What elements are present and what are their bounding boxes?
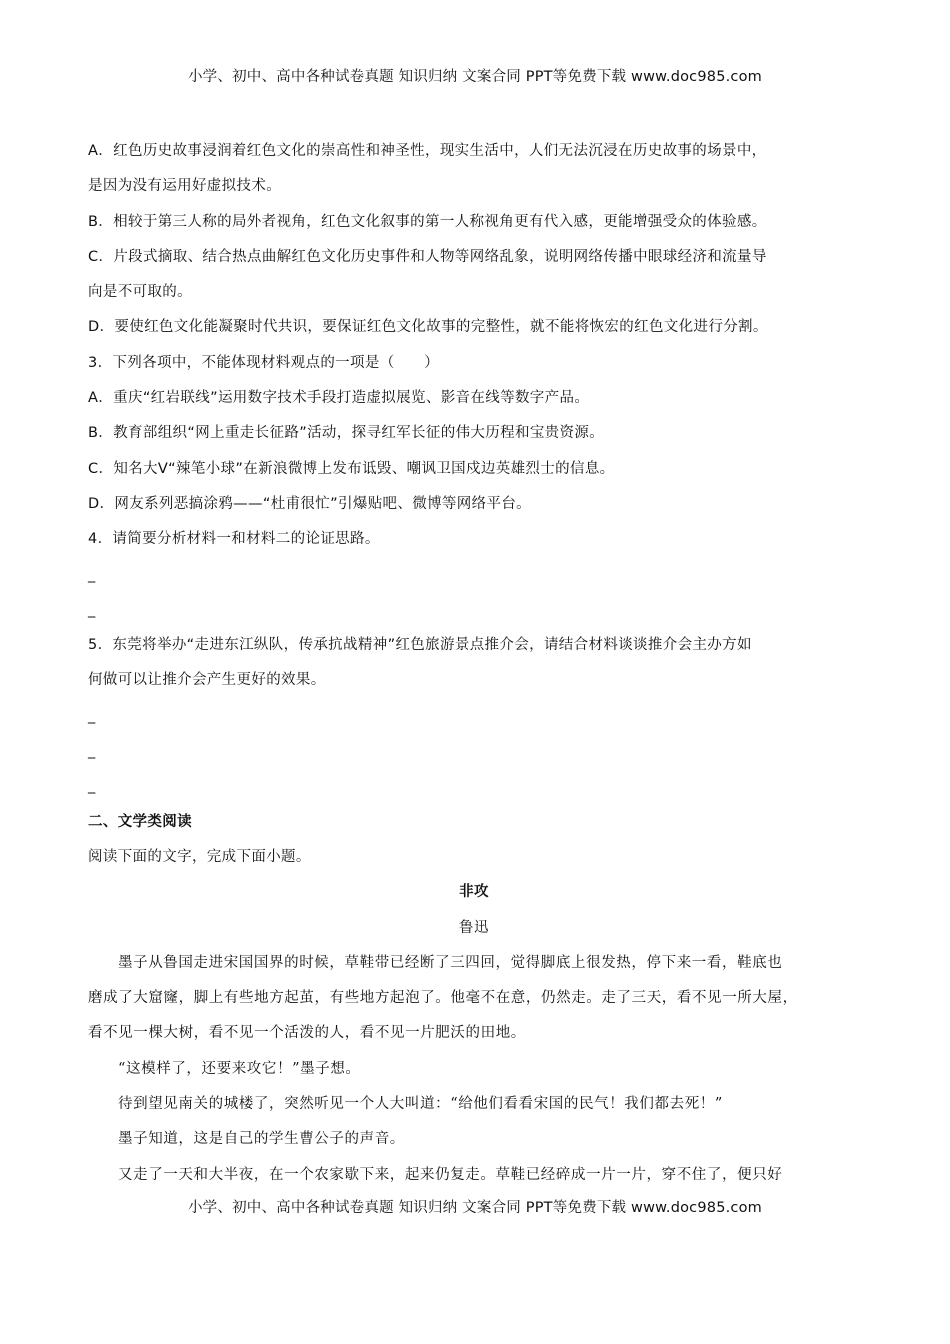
paragraph-1-line-1: 墨子从鲁国走进宋国国界的时候，草鞋带已经断了三四回，觉得脚底上很发热，停下来一看，鞋底也 <box>118 954 783 971</box>
question-5-line-1: 5．东莞将举办“走进东江纵队，传承抗战精神”红色旅游景点推介会，请结合材料谈谈推介会主办方如 <box>88 637 752 654</box>
q3-option-d: D．网友系列恶搞涂鸦——“杜甫很忙”引爆贴吧、微博等网络平台。 <box>88 495 532 512</box>
paragraph-1-line-2: 磨成了大窟窿，脚上有些地方起茧，有些地方起泡了。他毫不在意，仍然走。走了三天，看不见一所大屋， <box>88 990 798 1007</box>
section-heading: 二、文学类阅读 <box>88 813 192 830</box>
answer-blank-line: _ <box>88 743 96 760</box>
answer-blank-line: _ <box>88 707 96 724</box>
q3-option-a: A．重庆“红岩联线”运用数字技术手段打造虚拟展览、影音在线等数字产品。 <box>88 390 590 407</box>
q2-option-d: D．要使红色文化能凝聚时代共识，要保证红色文化故事的完整性，就不能将恢宏的红色文化进行分割。 <box>88 319 768 336</box>
q2-option-c-line-1: C．片段式摘取、结合热点曲解红色文化历史事件和人物等网络乱象，说明网络传播中眼球经济和流量导 <box>88 248 767 265</box>
question-3: 3．下列各项中，不能体现材料观点的一项是（ ） <box>88 354 440 371</box>
q2-option-c-line-2: 向是不可取的。 <box>88 284 192 301</box>
answer-blank-line: _ <box>88 566 96 583</box>
q2-option-b: B．相较于第三人称的局外者视角，红色文化叙事的第一人称视角更有代入感，更能增强受众的体验感。 <box>88 213 767 230</box>
paragraph-4: 墨子知道，这是自己的学生曹公子的声音。 <box>118 1131 405 1148</box>
article-title: 非攻 <box>459 884 489 901</box>
answer-blank-line: _ <box>88 601 96 618</box>
paragraph-5-line-1: 又走了一天和大半夜，在一个农家歇下来，起来仍复走。草鞋已经碎成一片一片，穿不住了，便只好 <box>118 1166 783 1183</box>
page-footer: 小学、初中、高中各种试卷真题 知识归纳 文案合同 PPT等免费下载 www.doc985.com <box>187 1200 763 1216</box>
page-content <box>88 134 860 1193</box>
paragraph-3: 待到望见南关的城楼了，突然听见一个人大叫道：“给他们看看宋国的民气！我们都去死！” <box>118 1096 723 1113</box>
q3-option-b: B．教育部组织“网上重走长征路”活动，探寻红军长征的伟大历程和宝贵资源。 <box>88 425 605 442</box>
paragraph-1-line-3: 看不见一棵大树，看不见一个活泼的人，看不见一片肥沃的田地。 <box>88 1025 526 1042</box>
q3-option-c: C．知名大V“辣笔小球”在新浪微博上发布诋毁、嘲讽卫国戍边英雄烈士的信息。 <box>88 460 615 477</box>
page-header: 小学、初中、高中各种试卷真题 知识归纳 文案合同 PPT等免费下载 www.doc985.com <box>187 69 763 85</box>
paragraph-2: “这模样了，还要来攻它！”墨子想。 <box>118 1060 361 1077</box>
q2-option-a-line-2: 是因为没有运用好虚拟技术。 <box>88 178 282 195</box>
question-5-line-2: 何做可以让推介会产生更好的效果。 <box>88 672 326 689</box>
article-author: 鲁迅 <box>458 919 490 936</box>
answer-blank-line: _ <box>88 778 96 795</box>
section-instruction: 阅读下面的文字，完成下面小题。 <box>88 848 311 865</box>
question-4: 4．请简要分析材料一和材料二的论证思路。 <box>88 531 380 548</box>
q2-option-a-line-1: A．红色历史故事浸润着红色文化的崇高性和神圣性，现实生活中，人们无法沉浸在历史故事的场景中， <box>88 143 767 159</box>
